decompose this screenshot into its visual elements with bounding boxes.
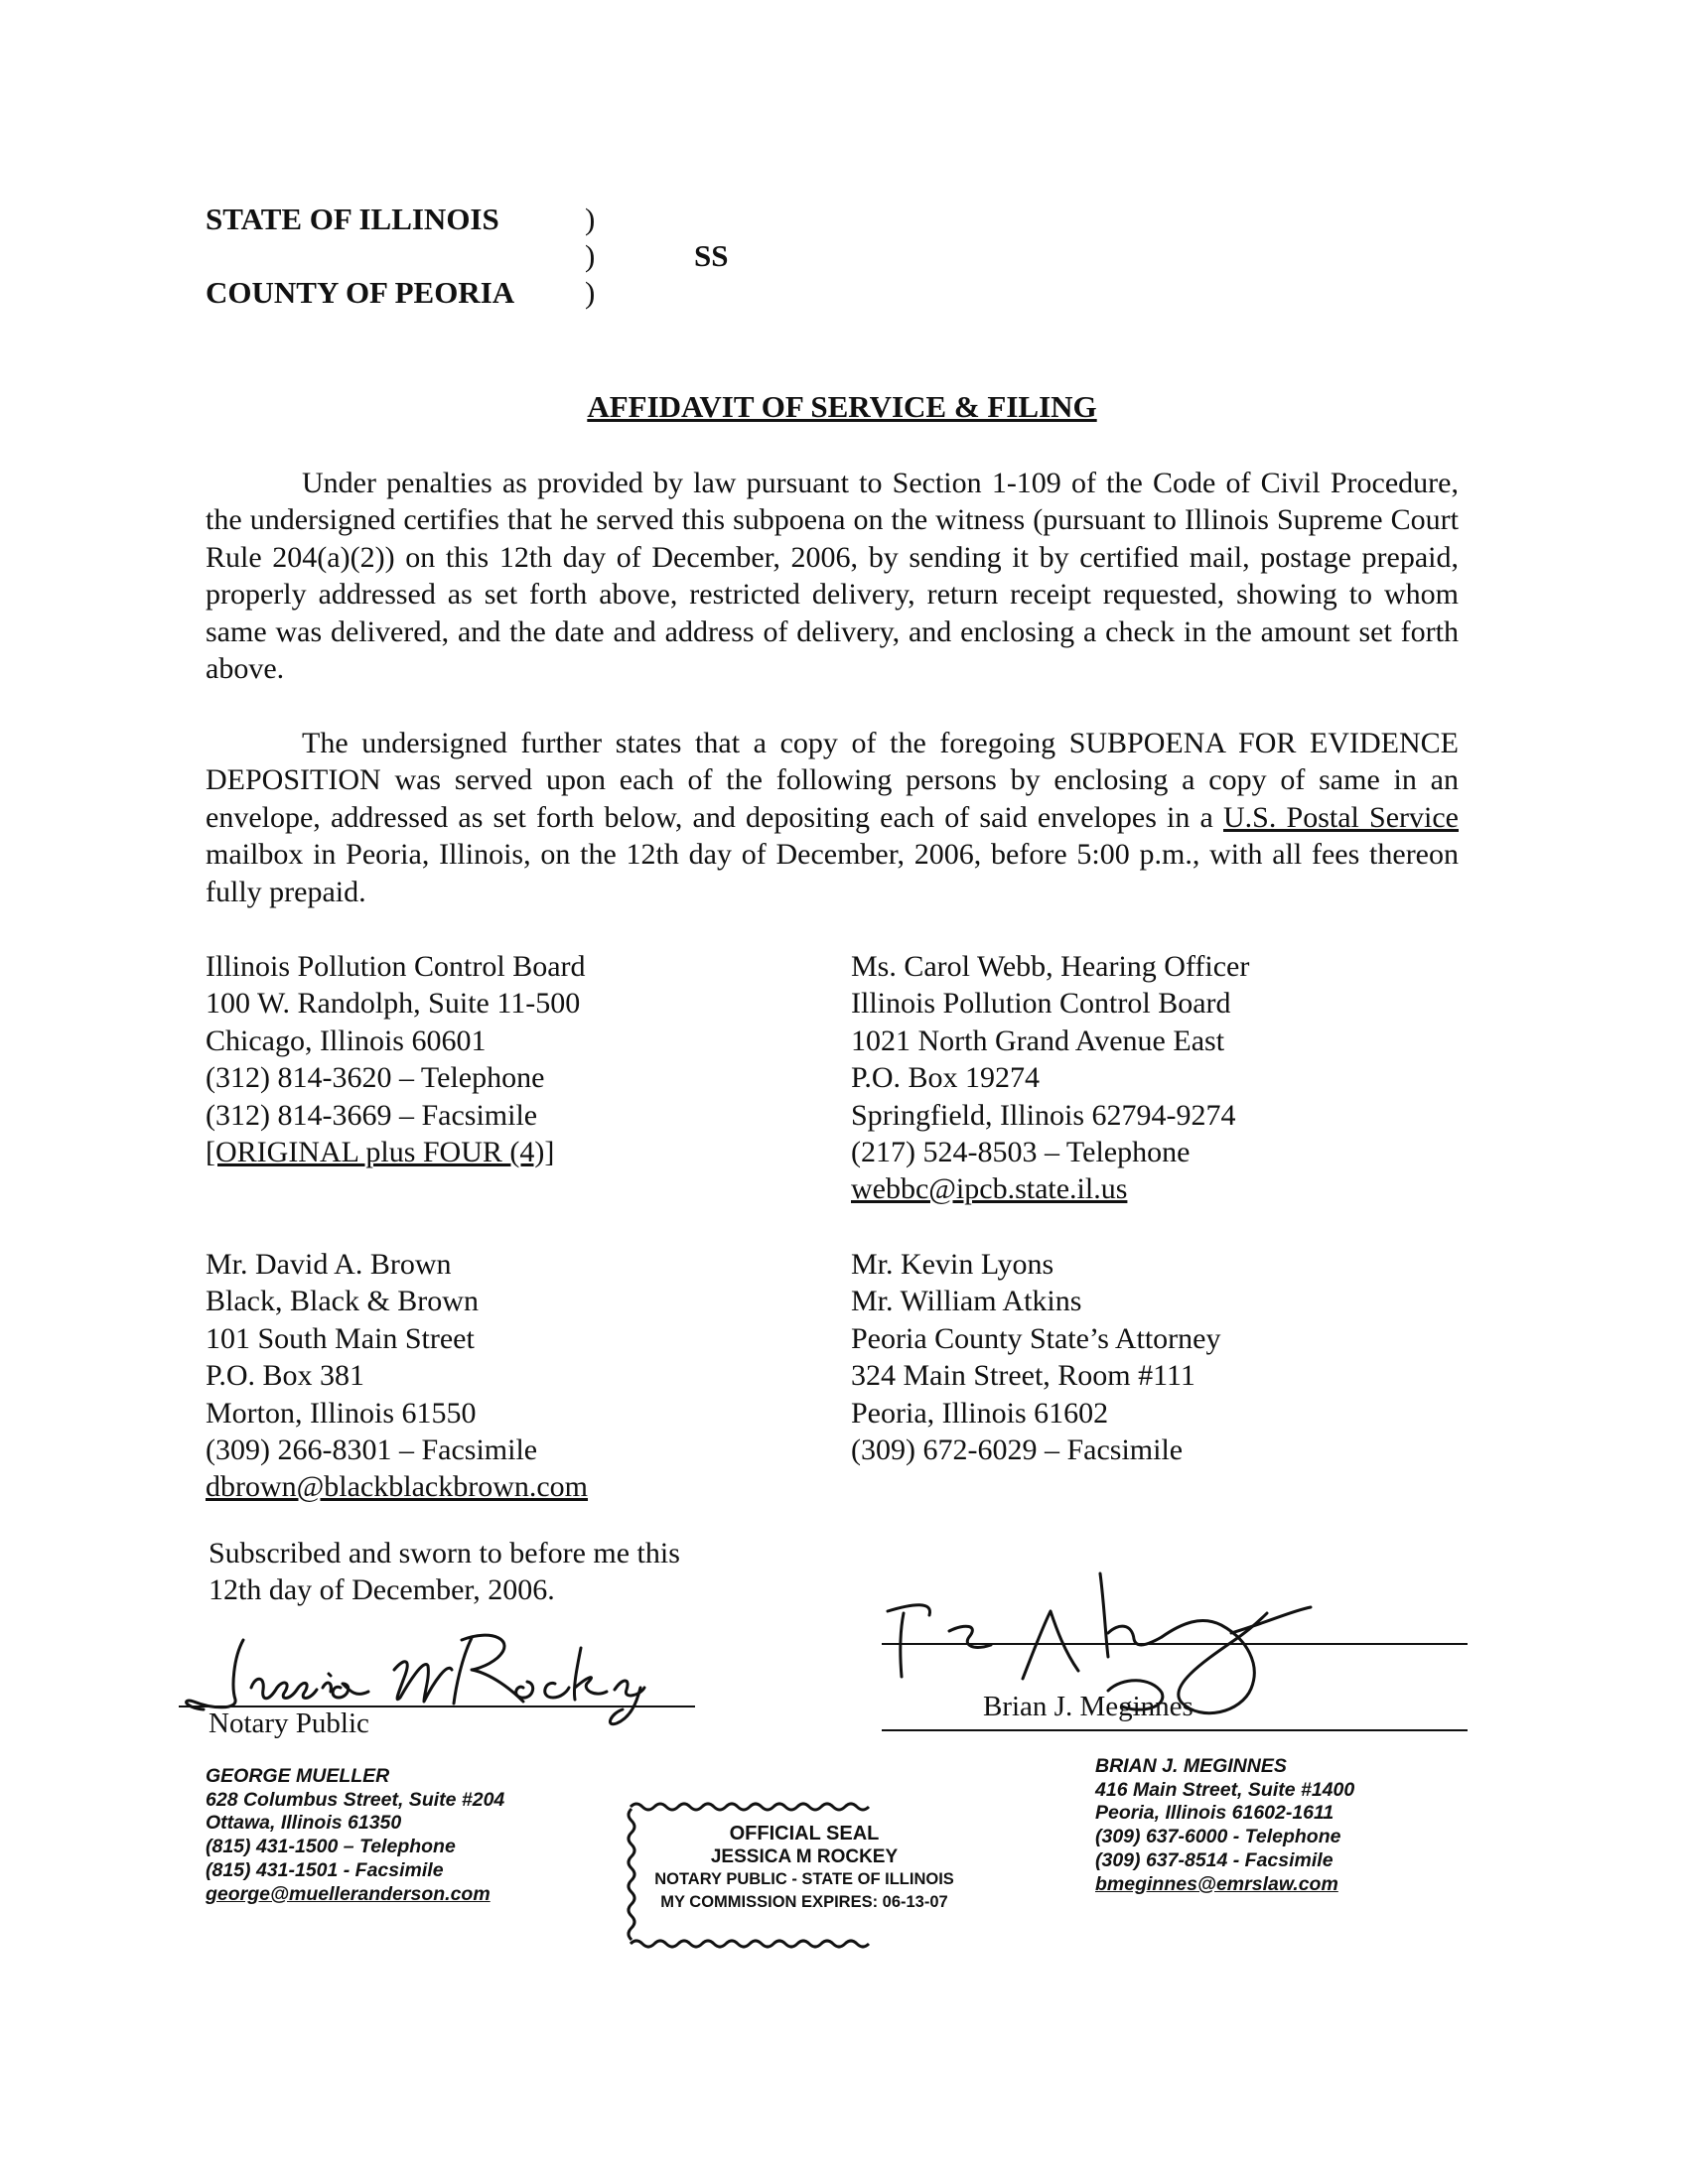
ss-label: SS <box>694 238 729 273</box>
address-hearing-officer: Ms. Carol Webb, Hearing Officer Illinois Pollution Control Board 1021 North Grand Avenue East P.O. Box 19274 Springfield, Illinois 62794-9274 (217) 524-8503 – Telephone webbc@ipcb.state.il.us <box>851 948 1249 1208</box>
original-copies-note: [ORIGINAL plus FOUR (4)] <box>206 1136 555 1169</box>
address-pcb-chicago: Illinois Pollution Control Board 100 W. Randolph, Suite 11-500 Chicago, Illinois 60601 (312) 814-3620 – Telephone (312) 814-3669 – Facsimile [ORIGINAL plus FOUR (4)] <box>206 948 586 1170</box>
caption-paren: ) <box>585 238 596 273</box>
address-brown: Mr. David A. Brown Black, Black & Brown 101 South Main Street P.O. Box 381 Morton, Illinois 61550 (309) 266-8301 – Facsimile dbrown@blackblackbrown.com <box>206 1246 588 1506</box>
caption-block <box>206 201 728 311</box>
affiant-printed-name: Brian J. Meginnes <box>983 1691 1193 1722</box>
state-label: STATE OF ILLINOIS <box>206 202 499 236</box>
caption-paren: ) <box>585 202 596 236</box>
attorney-block-meginnes: BRIAN J. MEGINNES 416 Main Street, Suite #1400 Peoria, Illinois 61602-1611 (309) 637-6000 - Telephone (309) 637-8514 - Facsimile bmeginnes@emrslaw.com <box>1095 1755 1355 1895</box>
notary-public-label: Notary Public <box>209 1707 369 1739</box>
mailing-paragraph: The undersigned further states that a copy of the foregoing SUBPOENA FOR EVIDENCE DEPOSITION was served upon each of the following persons by enclosing a copy of same in an envelope, addressed as set forth below, and depositing each of said envelopes in a U.S. Postal Service mailbox in Peoria, Illinois, on the 12th day of December, 2006, before 5:00 p.m., with all fees thereon fully prepaid. <box>206 727 1459 908</box>
meginnes-email-link[interactable]: bmeginnes@emrslaw.com <box>1095 1872 1338 1895</box>
county-label: COUNTY OF PEORIA <box>206 275 515 310</box>
attorney-block-mueller: GEORGE MUELLER 628 Columbus Street, Suite #204 Ottawa, Illinois 61350 (815) 431-1500 – Telephone (815) 431-1501 - Facsimile george@muelleranderson.com <box>206 1765 505 1905</box>
brown-email-link[interactable]: dbrown@blackblackbrown.com <box>206 1470 589 1504</box>
affiant-name-line <box>882 1729 1468 1731</box>
document-title: AFFIDAVIT OF SERVICE & FILING <box>587 389 1097 424</box>
mueller-email-link[interactable]: george@muelleranderson.com <box>206 1882 491 1905</box>
official-seal-text: OFFICIAL SEAL JESSICA M ROCKEY NOTARY PUBLIC - STATE OF ILLINOIS MY COMMISSION EXPIRES: 06-13-07 <box>654 1823 954 1911</box>
service-paragraph: Under penalties as provided by law pursuant to Section 1-109 of the Code of Civil Procedure, the undersigned certifies that he served this subpoena on the witness (pursuant to Illinois Supreme Court Rule 204(a)(2)) on this 12th day of December, 2006, by sending it by certified mail, postage prepaid, properly addressed as set forth above, restricted delivery, return receipt requested, showing to whom same was delivered, and the date and address of delivery, and enclosing a check in the amount set forth above. <box>206 467 1459 686</box>
caption-paren: ) <box>585 275 596 310</box>
jurat-text: Subscribed and sworn to before me this 12th day of December, 2006. <box>209 1537 680 1607</box>
webb-email-link[interactable]: webbc@ipcb.state.il.us <box>851 1172 1128 1206</box>
address-states-attorney: Mr. Kevin Lyons Mr. William Atkins Peoria County State’s Attorney 324 Main Street, Room #111 Peoria, Illinois 61602 (309) 672-6029 – Facsimile <box>851 1248 1221 1467</box>
postal-service-text: U.S. Postal Service <box>1223 800 1459 834</box>
